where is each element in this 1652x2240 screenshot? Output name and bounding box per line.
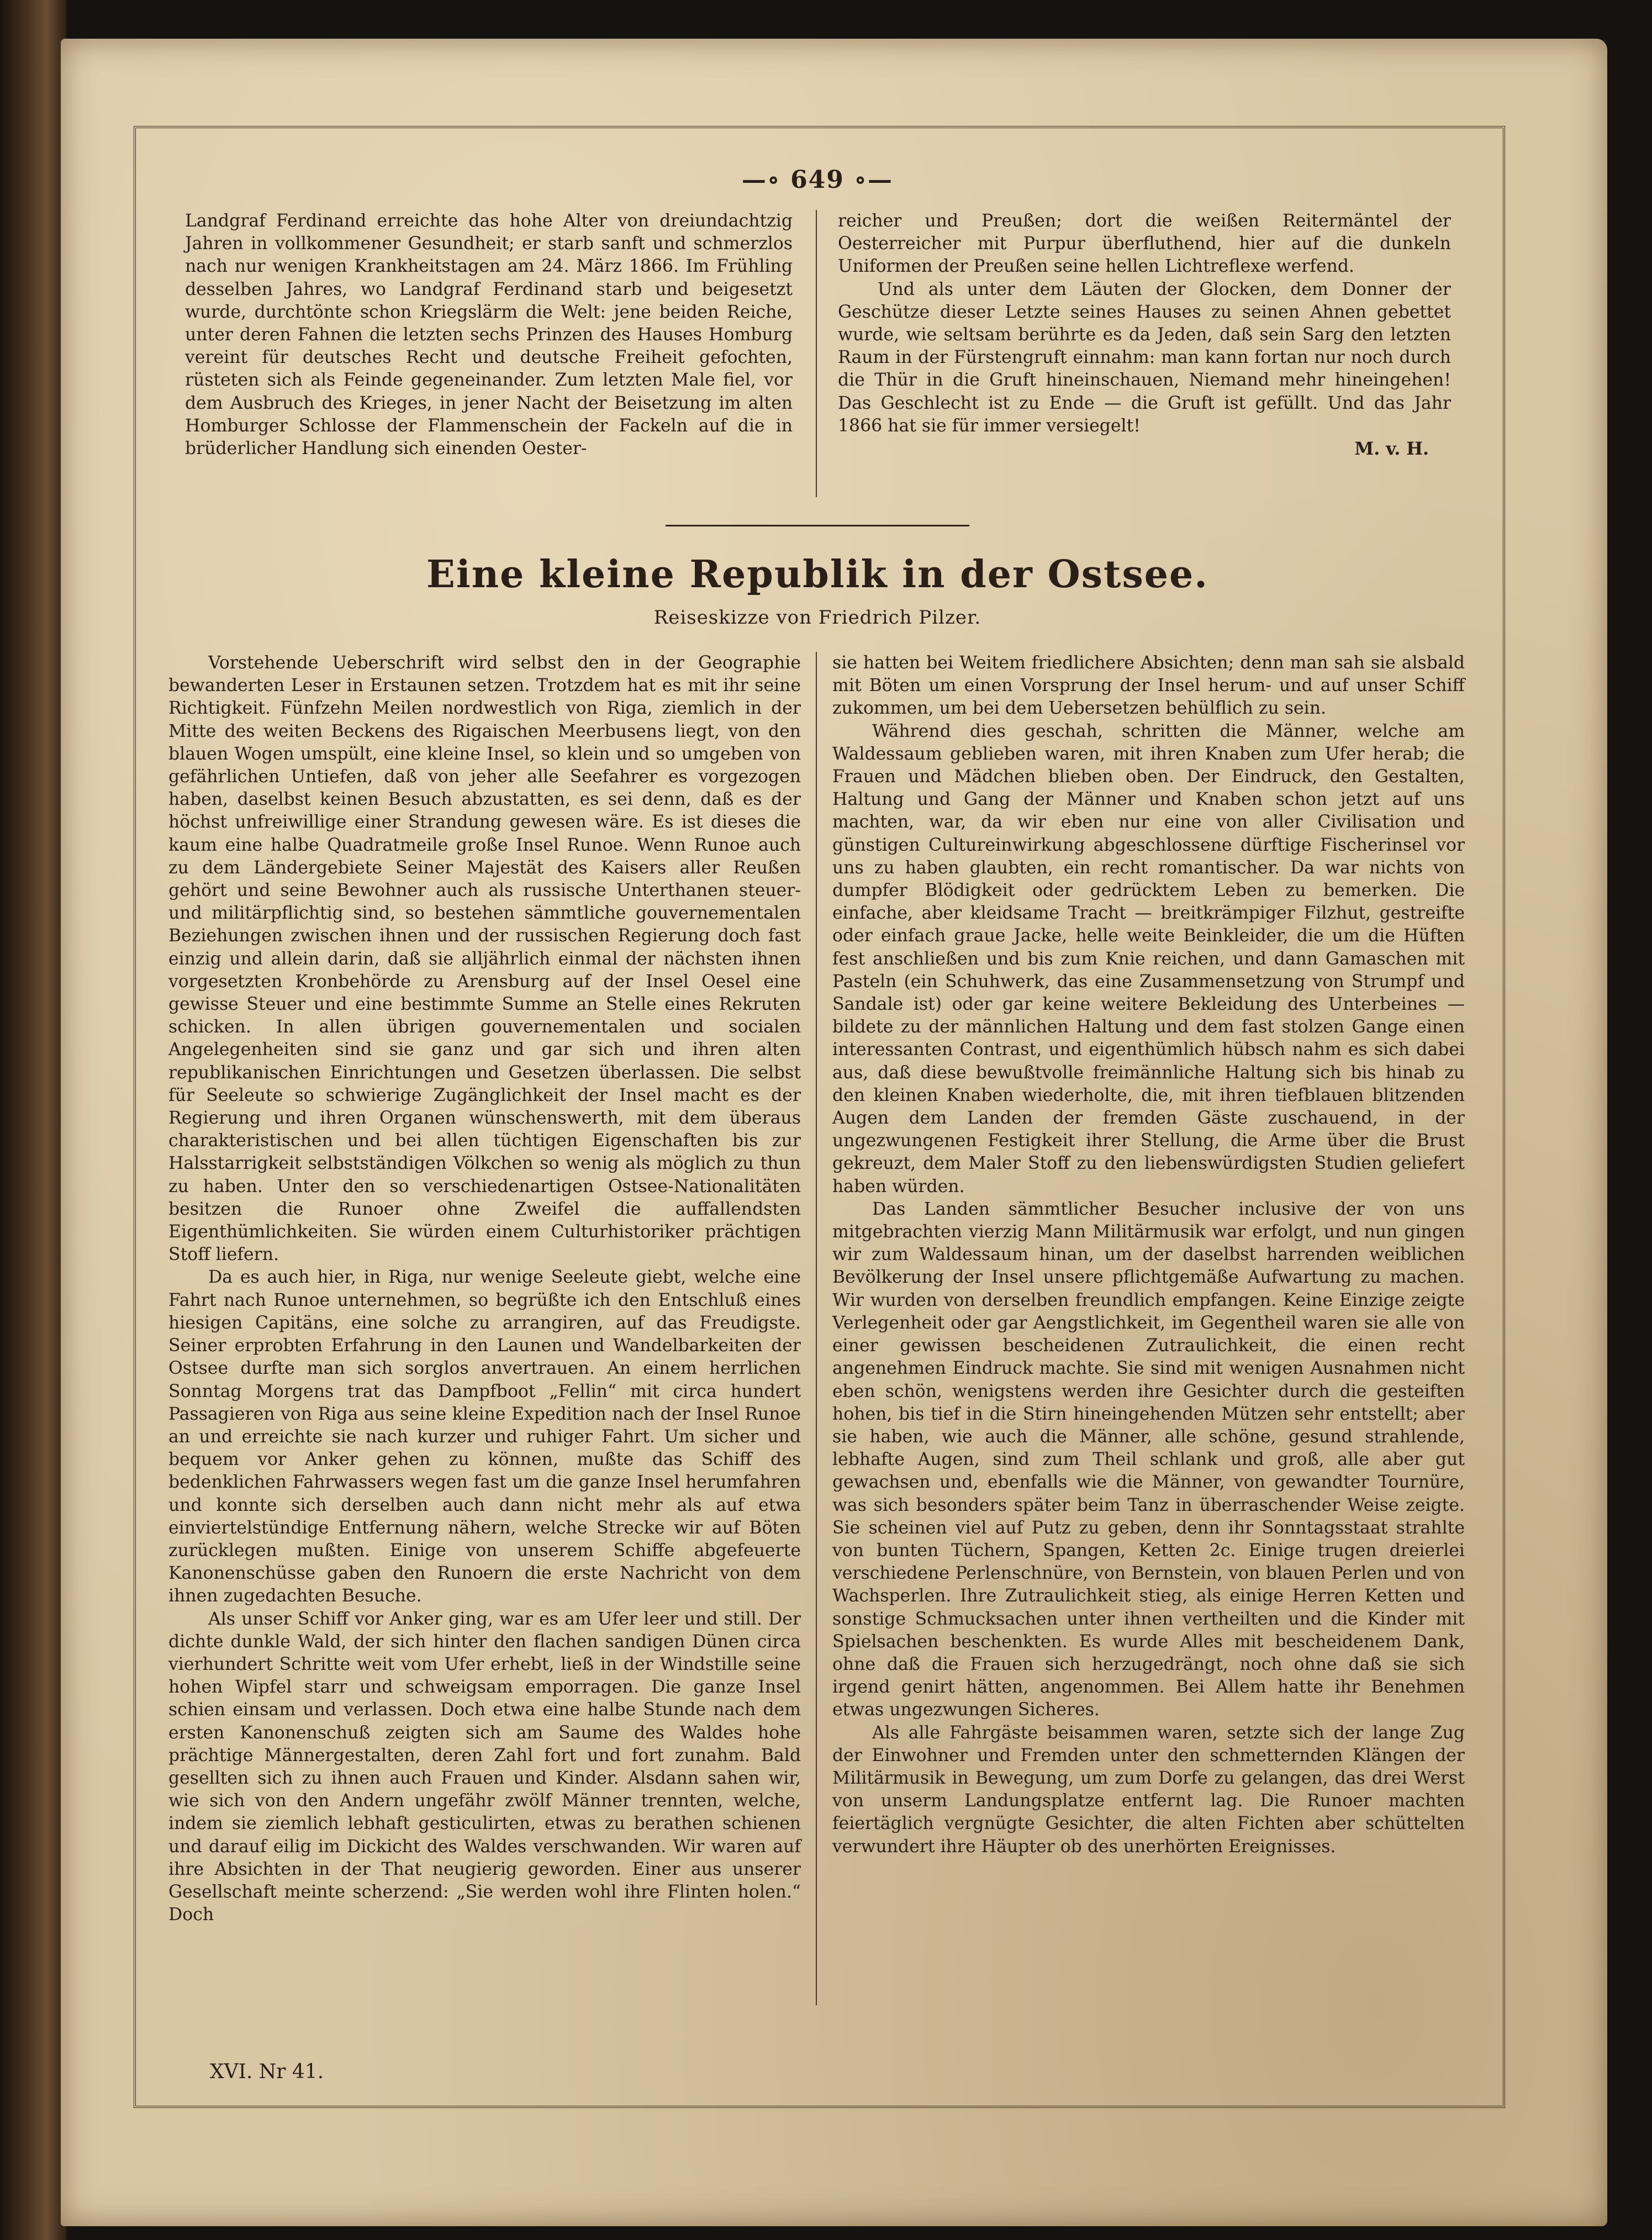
article-right-p2: Während dies geschah, schritten die Männer, welche am Waldessaum geblieben waren, mit ihren Knaben zum Ufer herab; die Frauen und Mädchen blieben oben. Der Eindruck, den Gestalten, Haltung und Gang der Männer und Knaben schon jetzt auf uns machten, war, da wir eben nur eine von aller Civilisation und günstigen Cultureinwirkung abgeschlossene dürftige Fischerinsel vor uns zu haben glaubten, ein recht romantischer. Da war nichts von dumpfer Blödigkeit oder gedrücktem Leben zu bemerken. Die einfache, aber kleidsame Tracht — breitkrämpiger Filzhut, gestreifte oder einfach graue Jacke, helle weite Beinkleider, die um die Hüften fest anschließen und bis zum Knie reichen, und dann Gamaschen mit Pasteln (ein Schuhwerk, das eine Zusammensetzung von Strumpf und Sandale ist) oder gar keine weitere Bekleidung des Unterbeines — bildete zu der männlichen Haltung und dem fast stolzen Gange einen interessanten Contrast, und eigenthümlich hübsch nahm es sich dabei aus, daß diese bewußtvolle freimännliche Haltung sich bis hinab zu den kleinen Knaben wiederholte, die, mit ihren tiefblauen blitzenden Augen dem Landen der fremden Gäste zuschauend, in der ungezwungenen Festigkeit ihrer Stellung, die Arme über die Brust gekreuzt, dem Maler Stoff zu den liebenswürdigsten Studien geliefert haben würden. <box>832 721 1465 1197</box>
prev-article-left-column <box>185 210 793 460</box>
prev-article-right-p1: reicher und Preußen; dort die weißen Reitermäntel der Oesterreicher mit Purpur überfluthend, hier auf die dunkeln Uniformen der Preußen seine hellen Lichtreflexe werfend. <box>838 211 1451 277</box>
section-separator <box>666 525 969 526</box>
page-number: —∘ 649 ∘— <box>741 166 894 194</box>
article-right-column <box>832 652 1465 1858</box>
column-divider-bottom <box>816 652 817 2005</box>
article-right-p4: Als alle Fahrgäste beisammen waren, setzte sich der lange Zug der Einwohner und Fremden unter den schmetternden Klängen der Militärmusik in Bewegung, um zum Dorfe zu gelangen, das drei Werst von unserm Landungsplatze entfernt lag. Die Runoer machten feiertäglich vergnügte Gesichter, die alten Fichten aber schüttelten verwundert ihre Häupter ob des unerhörten Ereignisses. <box>832 1722 1465 1857</box>
article-left-p1: Vorstehende Ueberschrift wird selbst den in der Geographie bewanderten Leser in Erstaunen setzen. Trotzdem hat es mit ihr seine Richtigkeit. Fünfzehn Meilen nordwestlich von Riga, ziemlich in der Mitte des weiten Beckens des Rigaischen Meerbusens liegt, von den blauen Wogen umspült, eine kleine Insel, so klein und so umgeben von gefährlichen Untiefen, daß von jeher alle Seefahrer es vorgezogen haben, daselbst keinen Besuch abzustatten, es sei denn, daß es der höchst unfreiwillige einer Strandung gewesen wäre. Es ist dieses die kaum eine halbe Quadratmeile große Insel Runoe. Wenn Runoe auch zu dem Ländergebiete Seiner Majestät des Kaisers aller Reußen gehört und seine Bewohner auch als russische Unterthanen steuer- und militärpflichtig sind, so bestehen sämmtliche gouvernementalen Beziehungen zwischen ihnen und der russischen Regierung doch fast einzig und allein darin, daß sie alljährlich einmal der nächsten ihnen vorgesetzten Kronbehörde zu Arensburg auf der Insel Oesel eine gewisse Steuer und eine bestimmte Summe an Stelle eines Rekruten schicken. In allen übrigen gouvernementalen und socialen Angelegenheiten sind sie ganz und gar sich und ihren alten republikanischen Einrichtungen und Gesetzen überlassen. Die selbst für Seeleute so schwierige Zugänglichkeit der Insel macht es der Regierung und ihren Organen wünschenswerth, mit dem überaus charakteristischen und bei allen tüchtigen Eigenschaften bis zur Halsstarrigkeit selbstständigen Völkchen so wenig als möglich zu thun zu haben. Unter den so verschiedenartigen Ostsee-Nationalitäten besitzen die Runoer ohne Zweifel die auffallendsten Eigenthümlichkeiten. Sie würden einem Culturhistoriker prächtigen Stoff liefern. <box>168 653 801 1265</box>
article-left-p3: Als unser Schiff vor Anker ging, war es am Ufer leer und still. Der dichte dunkle Wald, der sich hinter den flachen sandigen Dünen circa vierhundert Schritte weit vom Ufer erhebt, ließ in der Windstille seine hohen Wipfel starr und schweigsam emporragen. Die ganze Insel schien einsam und verlassen. Doch etwa eine halbe Stunde nach dem ersten Kanonenschuß zeigten sich am Saume des Waldes hohe prächtige Männergestalten, deren Zahl fort und fort zunahm. Bald gesellten sich zu ihnen auch Frauen und Kinder. Alsdann sahen wir, wie sich von den Andern ungefähr zwölf Männer trennten, welche, indem sie ziemlich lebhaft gesticulirten, etwas zu berathen schienen und darauf eilig im Dickicht des Waldes verschwanden. Wir waren auf ihre Absichten in der That neugierig geworden. Einer aus unserer Gesellschaft meinte scherzend: „Sie werden wohl ihre Flinten holen.“ Doch <box>168 1609 801 1925</box>
article-right-p3: Das Landen sämmtlicher Besucher inclusive der von uns mitgebrachten vierzig Mann Militärmusik war erfolgt, und nun gingen wir zum Waldessaum hinan, um der daselbst harrenden weiblichen Bevölkerung der Insel unsere pflichtgemäße Aufwartung zu machen. Wir wurden von derselben freundlich empfangen. Keine Einzige zeigte Verlegenheit oder gar Aengstlichkeit, im Gegentheil waren sie alle von einer gewissen bescheidenen Zutraulichkeit, die einen recht angenehmen Eindruck machte. Sie sind mit wenigen Ausnahmen nicht eben schön, wenigstens werden ihre Gesichter durch die gesteiften hohen, bis tief in die Stirn hineingehenden Mützen sehr entstellt; aber sie haben, wie auch die Männer, alle schöne, gesund strahlende, lebhafte Augen, sind zum Theil schlank und groß, alle aber gut gewachsen und, ebenfalls wie die Männer, von gewandter Tournüre, was sich besonders später beim Tanz in überraschender Weise zeigte. Sie scheinen viel auf Putz zu geben, denn ihr Sonntagsstaat strahlte von bunten Tüchern, Spangen, Ketten 2c. Einige trugen dreierlei verschiedene Perlenschnüre, von Bernstein, von blauen Perlen und von Wachsperlen. Ihre Zutraulichkeit stieg, als einige Herren Ketten und sonstige Schmucksachen unter ihnen vertheilten und die Kinder mit Spielsachen beschenkten. Es wurde Alles mit bescheidenem Dank, ohne daß die Frauen sich herzugedrängt, noch ohne daß sie sich irgend genirt hätten, angenommen. Bei Allem hatte ihr Benehmen etwas ungezwungen Sicheres. <box>832 1199 1465 1720</box>
article-left-column <box>168 652 801 1926</box>
article-right-p1: sie hatten bei Weitem friedlichere Absichten; denn man sah sie alsbald mit Böten um einen Vorsprung der Insel herum- und auf unser Schiff zukommen, um bei dem Uebersetzen behülflich zu sein. <box>832 653 1465 719</box>
article-left-p2: Da es auch hier, in Riga, nur wenige Seeleute giebt, welche eine Fahrt nach Runoe unternehmen, so begrüßte ich den Entschluß eines hiesigen Capitäns, eine solche zu arrangiren, auf das Freudigste. Seiner erprobten Erfahrung in den Launen und Wandelbarkeiten der Ostsee durfte man sich sorglos anvertrauen. An einem herrlichen Sonntag Morgens trat das Dampfboot „Fellin“ mit circa hundert Passagieren von Riga aus seine kleine Expedition nach der Insel Runoe an und erreichte sie nach kurzer und ruhiger Fahrt. Um sicher und bequem vor Anker gehen zu können, mußte das Schiff des bedenklichen Fahrwassers wegen fast um die ganze Insel herumfahren und konnte sich derselben auch dann nicht mehr als auf etwa einviertelstündige Entfernung nähern, welche Strecke wir auf Böten zurücklegen mußten. Einige von unserem Schiffe abgefeuerte Kanonenschüsse gaben den Runoern die erste Nachricht von dem ihnen zugedachten Besuche. <box>168 1267 801 1606</box>
article-subtitle: Reiseskizze von Friedrich Pilzer. <box>653 607 981 629</box>
prev-article-right-p2: Und als unter dem Läuten der Glocken, dem Donner der Geschütze dieser Letzte seines Hauses zu seinen Ahnen gebettet wurde, wie seltsam berührte es da Jeden, daß sein Sarg den letzten Raum in der Fürstengruft einnahm: man kann fortan nur noch durch die Thür in die Gruft hineinschauen, Niemand mehr hineingehen! Das Geschlecht ist zu Ende — die Gruft ist gefüllt. Und das Jahr 1866 hat sie für immer versiegelt! <box>838 279 1451 436</box>
book-binding <box>0 0 66 2240</box>
page-content <box>135 127 1500 2102</box>
issue-footer: XVI. Nr 41. <box>210 2060 324 2083</box>
prev-article-right-column <box>838 210 1451 460</box>
article-title: Eine kleine Republik in der Ostsee. <box>426 552 1208 597</box>
prev-article-left-text: Landgraf Ferdinand erreichte das hohe Alter von dreiundachtzig Jahren in vollkommener Gesundheit; er starb sanft und schmerzlos nach nur wenigen Krankheitstagen am 24. März 1866. Im Frühling desselben Jahres, wo Landgraf Ferdinand starb und beigesetzt wurde, durchtönte schon Kriegslärm die Welt: jene beiden Reiche, unter deren Fahnen die letzten sechs Prinzen des Hauses Homburg vereint für deutsches Recht und deutsche Freiheit gefochten, rüsteten sich als Feinde gegeneinander. Zum letzten Male fiel, vor dem Ausbruch des Krieges, in jener Nacht der Beisetzung im alten Homburger Schlosse der Flammenschein der Fackeln auf die in brüderlicher Handlung sich einenden Oester- <box>185 211 793 459</box>
page-number-value: 649 <box>790 166 845 194</box>
column-divider-top <box>816 210 817 497</box>
prev-article-signature: M. v. H. <box>1354 439 1429 460</box>
